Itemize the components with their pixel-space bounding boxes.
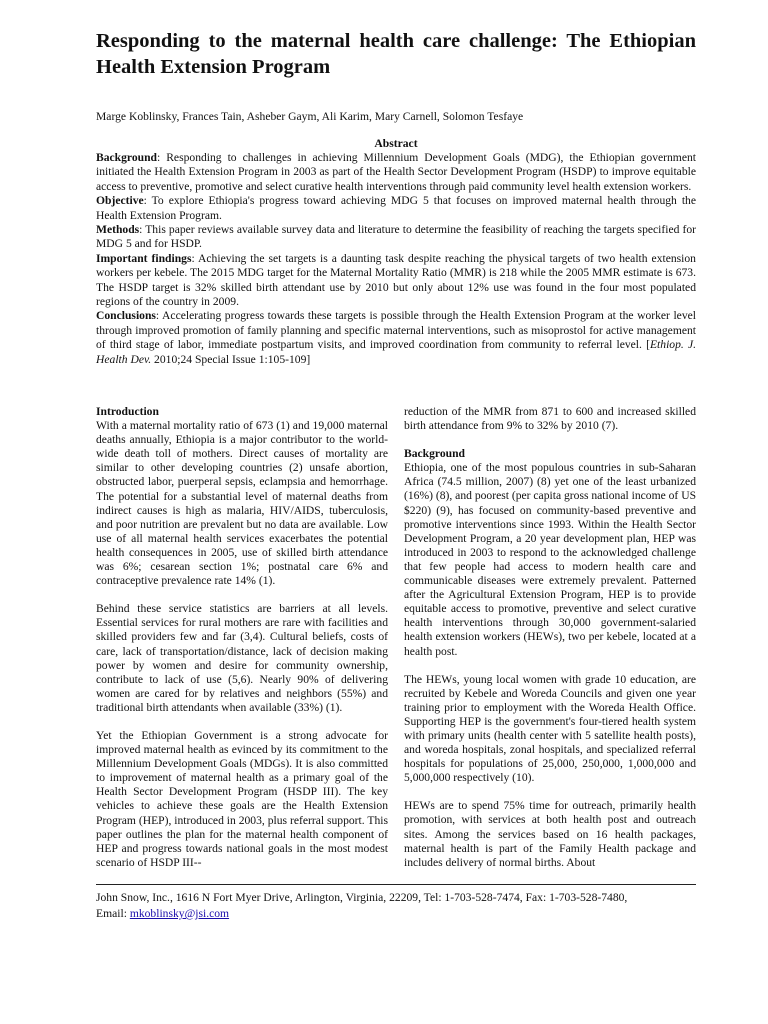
abstract-findings xyxy=(96,252,696,310)
citation-journal: Ethiop. J. Health Dev. xyxy=(96,338,696,366)
abstract-findings-text: : Achieving the set targets is a daunting task despite reaching the physical targets of two health extension workers per kebele. The 2015 MDG target for the Maternal Mortality Ratio (MMR) is 218 while the 2005 MMR estimate is 673. The HSDP target is 32% skilled birth attendant use by 2010 but only about 12% use was found in the four most populated regions of the country in 2009. xyxy=(96,251,696,309)
body-columns xyxy=(96,405,696,885)
paper-header xyxy=(96,28,696,367)
abstract-methods-text: : This paper reviews available survey data and literature to determine the feasibility of reaching the targets specified for MDG 5 and for HSDP. xyxy=(96,223,696,251)
footer-email-line xyxy=(96,906,696,922)
intro-paragraph-3: Yet the Ethiopian Government is a strong advocate for improved maternal health as evinced by its commitment to the Millennium Development Goals (MDGs). It is also committed to improvement of maternal health as a primary goal of the Health Sector Development Program (HSDP III). The key vehicles to achieve these goals are the Health Extension Program (HEP), introduced in 2003, plus referral support. This paper outlines the plan for the maternal health component of HEP and progress towards national goals in the most modest scenario of HSDP III-- xyxy=(96,728,388,869)
citation-details: 2010;24 Special Issue 1:105-109] xyxy=(151,352,311,366)
introduction-heading: Introduction xyxy=(96,405,159,418)
abstract-methods xyxy=(96,223,696,252)
abstract-objective-label: Objective xyxy=(96,194,144,208)
abstract-background-text: : Responding to challenges in achieving Millennium Development Goals (MDG), the Ethiopian government initiated the Health Extension Program in 2003 as part of the Health Sector Development Program (HSDP) to improve equitable access to preventive, promotive and select curative health interventions through paid community level health extension workers. xyxy=(96,151,696,193)
background-heading: Background xyxy=(404,447,465,461)
paper-title: Responding to the maternal health care challenge: The Ethiopian Health Extension Program xyxy=(96,30,696,78)
abstract-background xyxy=(96,151,696,194)
footer xyxy=(96,890,696,922)
abstract-objective-text: : To explore Ethiopia's progress toward achieving MDG 5 that focuses on improved maternal health through the Health Extension Program. xyxy=(96,194,696,222)
abstract xyxy=(96,151,696,367)
abstract-findings-label: Important findings xyxy=(96,251,192,265)
abstract-conclusions xyxy=(96,309,696,367)
left-column xyxy=(96,405,388,884)
intro-paragraph-2: Behind these service statistics are barriers at all levels. Essential services for rural mothers are rare with facilities and skilled providers few and far (3,4). Cultural beliefs, costs of care, lack of transportation/distance, lack of decision making power by women and desire for community ownership, contribute to lack of use (5,6). Nearly 90% of delivering women are cared for by relatives and neighbors (55%) and traditional birth attendants when available (33%) (1). xyxy=(96,602,388,714)
footer-email-label: Email: xyxy=(96,907,130,920)
author-list: Marge Koblinsky, Frances Tain, Asheber Gaym, Ali Karim, Mary Carnell, Solomon Tesfaye xyxy=(96,110,524,123)
abstract-heading: Abstract xyxy=(374,137,418,150)
email-link[interactable]: mkoblinsky@jsi.com xyxy=(129,907,230,920)
background-paragraph-3: HEWs are to spend 75% time for outreach, primarily health promotion, with services at both health post and outreach sites. Among the services based on 16 health packages, maternal health is part of the Family Health package and includes delivery of normal births. About xyxy=(404,799,696,869)
abstract-conclusions-label: Conclusions xyxy=(96,309,156,323)
background-paragraph-2: The HEWs, young local women with grade 10 education, are recruited by Kebele and Woreda Councils and given one year training prior to employment with the Woreda Health Office. Supporting HEP is the government's four-tiered health system with primary units (health center with 5 satellite health posts), and woreda hospitals, zonal hospitals, and specialized referral hospitals for populations of 25,000, 250,000, 1,000,000 and 5,000,000 respectively (10). xyxy=(404,672,696,785)
abstract-background-label: Background xyxy=(96,151,157,164)
abstract-objective xyxy=(96,194,696,223)
abstract-methods-label: Methods xyxy=(96,223,140,237)
right-column xyxy=(404,405,696,884)
footer-address: John Snow, Inc., 1616 N Fort Myer Drive, Arlington, Virginia, 22209, Tel: 1-703-528-7474, Fax: 1-703-528-7480, xyxy=(96,891,628,904)
footer-divider xyxy=(96,884,696,885)
intro-paragraph-1: With a maternal mortality ratio of 673 (1) and 19,000 maternal deaths annually, Ethiopia is a major contributor to the world-wide death toll of mothers. Direct causes of mortality are similar to other developing countries (2) unsafe abortion, obstructed labor, puerperal sepsis, eclampsia and hemorrhage. The potential for a substantial level of maternal deaths from indirect causes is high as malaria, HIV/AIDS, tuberculosis, and poor nutrition are prevalent but no data are available. Low use of all maternal health services exacerbates the potential health consequences in 2005, use of skilled birth attendance was 6%; cesarean section 1%; postnatal care 6% and contraceptive prevalence rate 14% (1). xyxy=(96,419,388,588)
abstract-conclusions-text: : Accelerating progress towards these targets is possible through the Health Extension Program at the worker level through improved promotion of family planning and specific maternal interventions, such as misoprostol for active management of third stage of labor, immediate postpartum visits, and improved coordination from community to referral level. [ xyxy=(96,309,696,352)
background-paragraph-1: Ethiopia, one of the most populous countries in sub-Saharan Africa (74.5 million, 2007) (8) yet one of the least urbanized (16%) (8), and poorest (per capita gross national income of US $220) (9), has focused on community-based preventive and promotive interventions since 1993. Within the Health Sector Development Program, a 20 year development plan, HEP was introduced in 2003 to respond to the acknowledged challenge that few people had access to modern health care and communicable diseases were extremely prevalent. Patterned after the Agricultural Extension Program, HEP is to provide equitable access to promotive, preventive and select curative health interventions through 30,000 government-salaried health extension workers (HEWs), two per kebele, located at a health post. xyxy=(404,461,697,658)
intro-continuation: reduction of the MMR from 871 to 600 and increased skilled birth attendance from 9% to 32% by 2010 (7). xyxy=(404,405,696,433)
